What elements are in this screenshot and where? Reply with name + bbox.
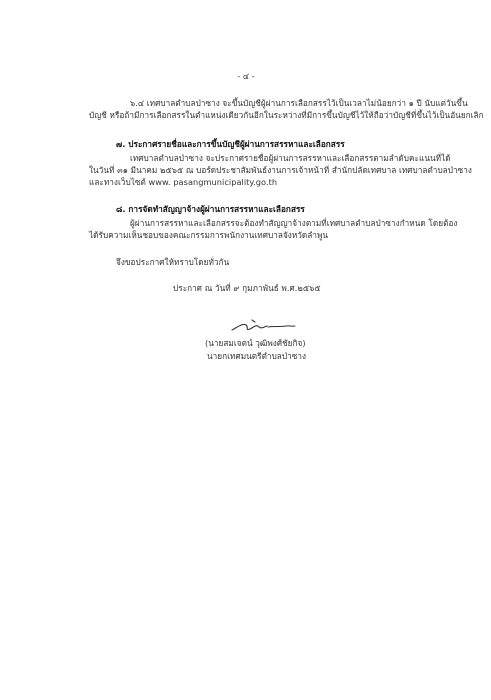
section-8-line-2: ได้รับความเห็นชอบของคณะกรรมการพนักงานเทศบาลจังหวัดลำพูน (89, 230, 329, 240)
signatory-name: (นายสมเจตน์ วุฒิพงศ์ชัยกิจ) (205, 338, 306, 348)
section-7-line-3: และทางเว็บไซต์ www. pasangmunicipality.go.th (89, 177, 278, 187)
section-6-line-2: บัญชี หรือถ้ามีการเลือกสรรในตำแหน่งเดียวกันอีกในระหว่างที่มีการขึ้นบัญชีไว้ให้ถือว่าบัญชีที่ขึ้นไว้เป็นอันยกเลิก (89, 110, 484, 120)
closing-statement: จึงขอประกาศให้ทราบโดยทั่วกัน (116, 257, 230, 267)
section-7-line-2: ในวันที่ ๓๑ มีนาคม ๒๕๖๕ ณ บอร์ดประชาสัมพันธ์งานการเจ้าหน้าที่ สำนักปลัดเทศบาล เทศบาลตำบลป่าซาง (89, 165, 472, 175)
section-8-line-1: ผู้ผ่านการสรรหาและเลือกสรรจะต้องทำสัญญาจ้างตามที่เทศบาลตำบลป่าซางกำหนด โดยต้อง (130, 218, 458, 228)
page-number: - ๔ - (237, 71, 255, 81)
section-7-heading: ๗. ประกาศรายชื่อและการขึ้นบัญชีผู้ผ่านการสรรหาและเลือกสรร (116, 139, 345, 149)
section-6-line-1: ๖.๔ เทศบาลตำบลป่าซาง จะขึ้นบัญชีผู้ผ่านการเลือกสรรไว้เป็นเวลาไม่น้อยกว่า ๑ ปี นับแต่วันขึ้น (130, 98, 468, 108)
section-7-line-1: เทศบาลตำบลป่าซาง จะประกาศรายชื่อผู้ผ่านการสรรหาและเลือกสรรตามลำดับคะแนนที่ได้ (130, 153, 451, 163)
announcement-date: ประกาศ ณ วันที่ ๙ กุมภาพันธ์ พ.ศ.๒๕๖๕ (173, 283, 321, 293)
handwritten-signature (228, 315, 298, 337)
section-8-heading: ๘. การจัดทำสัญญาจ้างผู้ผ่านการสรรหาและเลือกสรร (116, 204, 305, 214)
signatory-title: นายกเทศมนตรีตำบลป่าซาง (207, 351, 307, 361)
